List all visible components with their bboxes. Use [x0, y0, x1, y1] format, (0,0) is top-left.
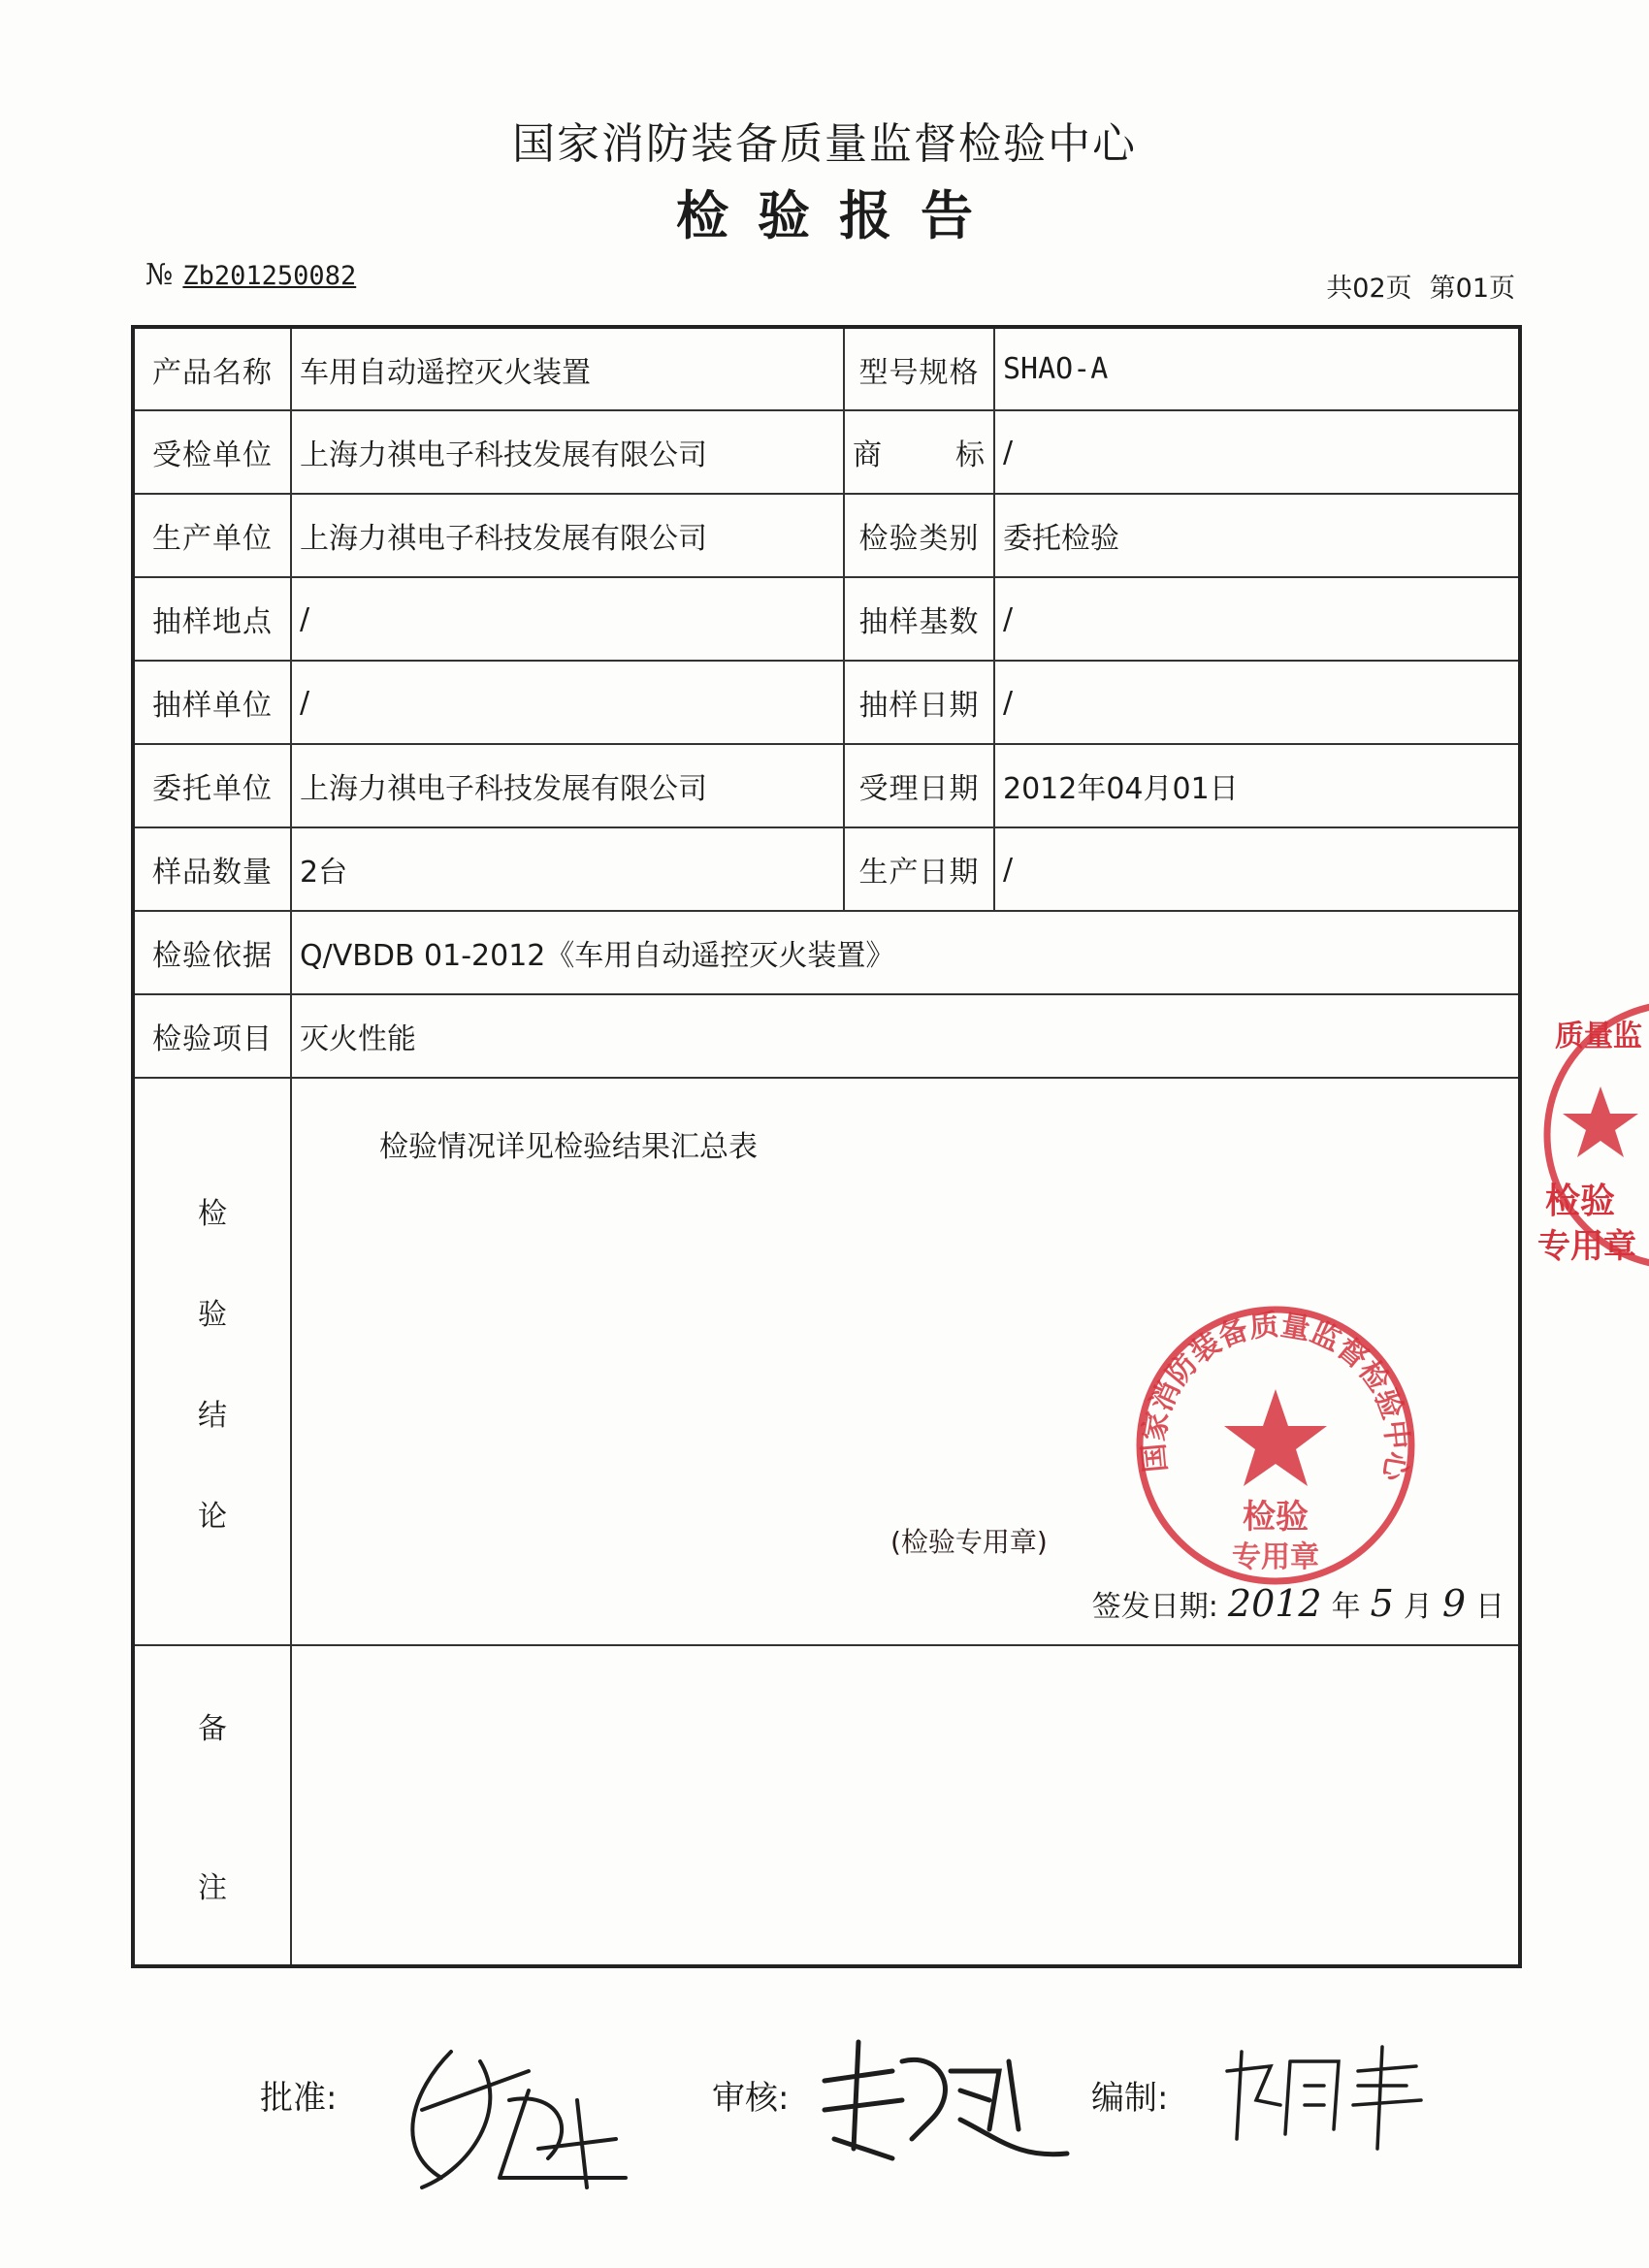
row-label-2: 商标 [844, 410, 994, 494]
signature-row [0, 2071, 1649, 2198]
row-value: 车用自动遥控灭火装置 [291, 327, 844, 410]
remarks-label-char: 注 [198, 1871, 227, 1905]
row-label-2: 生产日期 [844, 827, 994, 911]
remarks-row [133, 1645, 1520, 1966]
star-icon [1224, 1389, 1327, 1486]
review-label: 审核: [712, 2079, 790, 2118]
organization-title: 国家消防装备质量监督检验中心 [512, 119, 1137, 169]
conclusion-label-char: 论 [198, 1499, 227, 1534]
row-value: / [291, 661, 844, 744]
row-label-2: 抽样基数 [844, 577, 994, 661]
prepare-signature [1212, 2032, 1436, 2158]
page-indicator [1309, 267, 1515, 305]
row-value: 上海力祺电子科技发展有限公司 [291, 410, 844, 494]
row-value: 2台 [291, 827, 844, 911]
issue-year: 2012 [1227, 1582, 1322, 1625]
prepare-label: 编制: [1091, 2079, 1169, 2118]
edge-seal [1528, 989, 1649, 1280]
table-row [133, 494, 1520, 577]
table-row [133, 661, 1520, 744]
basis-value: Q/VBDB 01-2012《车用自动遥控灭火装置》 [291, 911, 1520, 994]
approve-label: 批准: [260, 2079, 338, 2118]
issue-date-label: 签发日期: [1091, 1590, 1218, 1624]
star-icon [1563, 1086, 1638, 1157]
report-number [146, 258, 356, 292]
conclusion-text: 检验情况详见检验结果汇总表 [379, 1130, 758, 1164]
table-row [133, 744, 1520, 827]
table-row [133, 577, 1520, 661]
number-symbol: № [146, 258, 174, 292]
row-label-2: 检验类别 [844, 494, 994, 577]
conclusion-label [133, 1078, 291, 1645]
month-char: 月 [1403, 1590, 1433, 1624]
remarks-label-char: 备 [198, 1712, 227, 1746]
inspection-seal [1130, 1300, 1421, 1591]
row-value-2: / [994, 827, 1520, 911]
seal-bottom-text: 专用章 [1232, 1540, 1319, 1574]
issue-month: 5 [1370, 1582, 1394, 1625]
edge-seal-middle-text: 检验 [1545, 1182, 1616, 1221]
row-value-2: / [994, 577, 1520, 661]
basis-label: 检验依据 [133, 911, 291, 994]
remarks-label [133, 1645, 291, 1966]
items-row [133, 994, 1520, 1078]
row-label-2: 型号规格 [844, 327, 994, 410]
conclusion-label-char: 结 [198, 1398, 227, 1433]
row-value-2: / [994, 661, 1520, 744]
prepare-signature-text: 邵同军 [1322, 2154, 1326, 2155]
row-value: 上海力祺电子科技发展有限公司 [291, 744, 844, 827]
conclusion-label-char: 检 [198, 1196, 227, 1231]
seal-label: (检验专用章) [890, 1526, 1048, 1558]
items-label: 检验项目 [133, 994, 291, 1078]
remarks-value [291, 1645, 1520, 1966]
row-label: 样品数量 [133, 827, 291, 911]
row-value-2: / [994, 410, 1520, 494]
row-label: 抽样单位 [133, 661, 291, 744]
row-value-2: 2012年04月01日 [994, 744, 1520, 827]
total-pages: 共02页 [1326, 274, 1412, 304]
seal-arc-text: 国家消防装备质量监督检验中心 [1137, 1308, 1414, 1484]
row-label: 生产单位 [133, 494, 291, 577]
day-char: 日 [1475, 1590, 1504, 1624]
inspection-info-table [131, 325, 1522, 1968]
row-value: / [291, 577, 844, 661]
row-label: 委托单位 [133, 744, 291, 827]
row-label-2: 抽样日期 [844, 661, 994, 744]
edge-seal-top-text: 质量监 [1555, 1020, 1642, 1053]
edge-seal-bottom-text: 专用章 [1537, 1227, 1636, 1266]
row-label: 产品名称 [133, 327, 291, 410]
table-row [133, 410, 1520, 494]
basis-row [133, 911, 1520, 994]
approve-signature-text: 金振强 [507, 2197, 511, 2198]
seal-center-text: 检验 [1243, 1498, 1309, 1537]
row-value-2: 委托检验 [994, 494, 1520, 577]
document-title: 检验报告 [676, 185, 1002, 246]
row-label-2: 受理日期 [844, 744, 994, 827]
conclusion-label-char: 验 [198, 1297, 227, 1332]
row-value-2: SHAO-A [994, 327, 1520, 410]
items-value: 灭火性能 [291, 994, 1520, 1078]
row-value: 上海力祺电子科技发展有限公司 [291, 494, 844, 577]
current-page: 第01页 [1429, 274, 1515, 304]
approve-signature [383, 2032, 635, 2207]
row-label: 受检单位 [133, 410, 291, 494]
table-row [133, 327, 1520, 410]
review-signature-text: 戴国光 [939, 2178, 943, 2179]
row-label: 抽样地点 [133, 577, 291, 661]
report-number-value: Zb201250082 [182, 261, 357, 291]
table-row [133, 827, 1520, 911]
year-char: 年 [1331, 1590, 1361, 1624]
review-signature [805, 2032, 1077, 2187]
issue-day: 9 [1441, 1582, 1466, 1625]
